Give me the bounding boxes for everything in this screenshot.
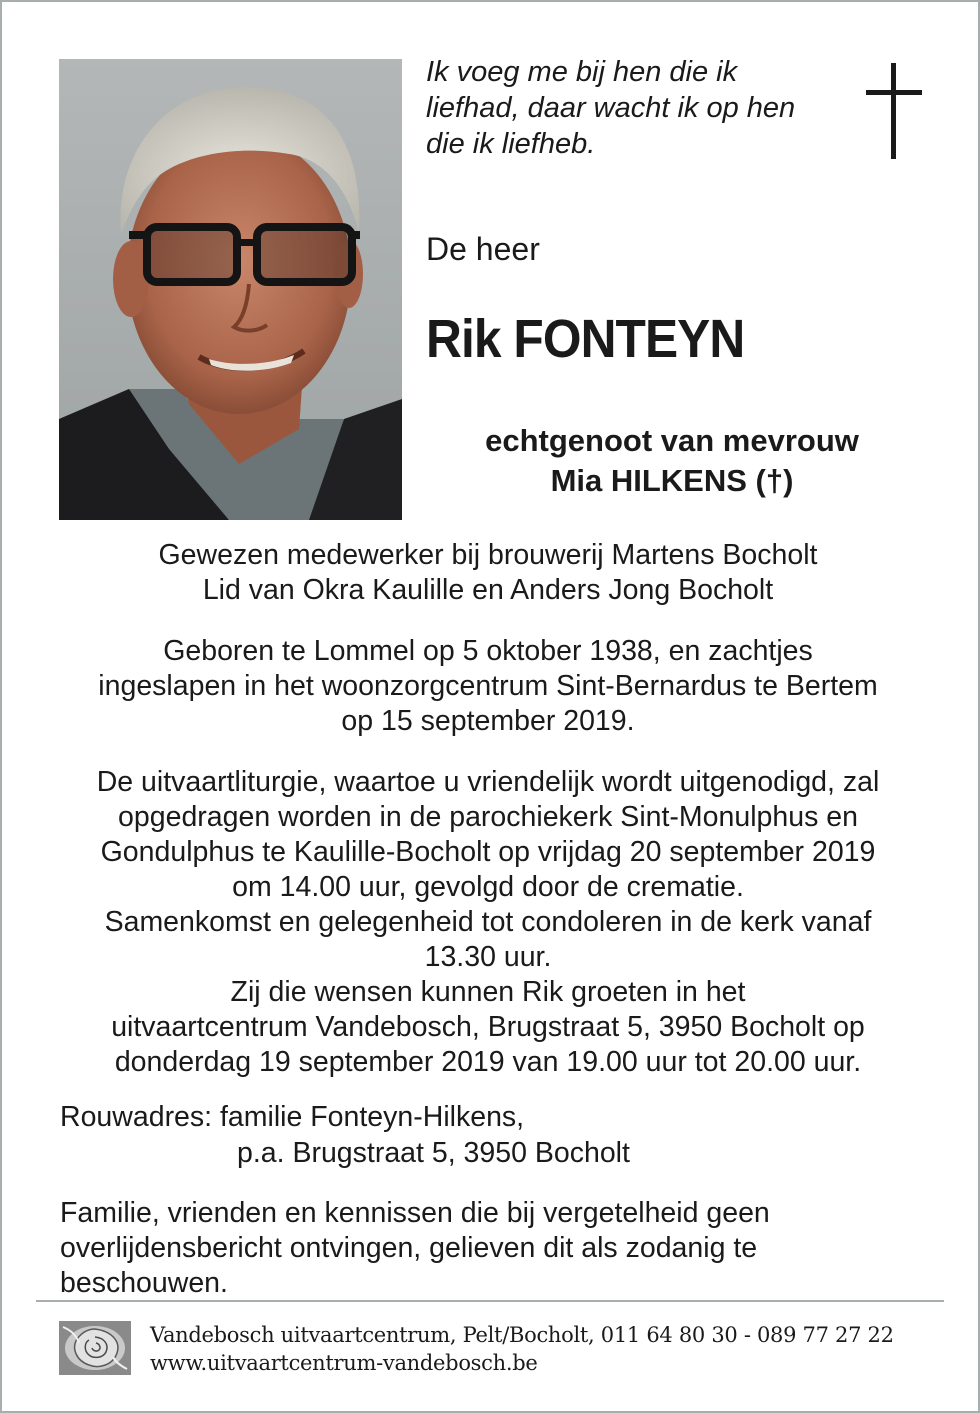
portrait-photo (59, 59, 402, 520)
text-line: overlijdensbericht ontvingen, gelieven dit als zodanig te (60, 1232, 758, 1264)
notice-paragraph (60, 1196, 940, 1301)
quote-line: Ik voeg me bij hen die ik (426, 56, 738, 88)
text-line: Samenkomst en gelegenheid tot condoleren in de kerk vanaf (104, 906, 872, 938)
text-line: Familie, vrienden en kennissen die bij vergetelheid geen (60, 1197, 770, 1229)
mourning-address: Rouwadres: familie Fonteyn-Hilkens, (60, 1101, 525, 1133)
text-line: ingeslapen in het woonzorgcentrum Sint-Bernardus te Bertem (98, 670, 878, 702)
salutation: De heer (426, 231, 540, 267)
funeral-home-website[interactable]: www.uitvaartcentrum-vandebosch.be (150, 1351, 538, 1375)
funeral-home-footer (150, 1321, 894, 1377)
quote-line: die ik liefheb. (426, 128, 596, 160)
spouse-line: Mia HILKENS (†) (550, 463, 794, 498)
work-paragraph (36, 538, 940, 608)
text-line: op 15 september 2019. (341, 705, 635, 737)
spouse-info (402, 421, 942, 501)
funeral-paragraph (36, 765, 940, 1080)
quote-line: liefhad, daar wacht ik op hen (426, 92, 796, 124)
text-line: uitvaartcentrum Vandebosch, Brugstraat 5, 3950 Bocholt op (111, 1011, 865, 1043)
text-line: donderdag 19 september 2019 van 19.00 uur tot 20.00 uur. (114, 1046, 862, 1078)
text-line: Gewezen medewerker bij brouwerij Martens Bocholt (158, 539, 818, 571)
deceased-name: Rik FONTEYN (426, 309, 745, 369)
text-line: Zij die wensen kunnen Rik groeten in het (230, 976, 746, 1008)
cross-icon (866, 63, 922, 159)
text-line: beschouwen. (60, 1267, 228, 1299)
text-line: Lid van Okra Kaulille en Anders Jong Bocholt (202, 574, 774, 606)
footer-divider (36, 1300, 944, 1302)
text-line: Geboren te Lommel op 5 oktober 1938, en zachtjes (163, 635, 813, 667)
text-line: opgedragen worden in de parochiekerk Sint-Monulphus en (118, 801, 858, 833)
spouse-line: echtgenoot van mevrouw (485, 423, 859, 458)
text-line: De uitvaartliturgie, waartoe u vriendelijk wordt uitgenodigd, zal (96, 766, 880, 798)
text-line: 13.30 uur. (424, 941, 552, 973)
birth-paragraph (36, 634, 940, 739)
text-line: Gondulphus te Kaulille-Bocholt op vrijdag 20 september 2019 (100, 836, 876, 868)
memorial-quote (426, 54, 846, 162)
mourning-address-street: p.a. Brugstraat 5, 3950 Bocholt (237, 1137, 630, 1169)
rose-logo-icon (59, 1321, 131, 1375)
text-line: om 14.00 uur, gevolgd door de crematie. (232, 871, 744, 903)
funeral-home-contact: Vandebosch uitvaartcentrum, Pelt/Bocholt, 011 64 80 30 - 089 77 27 22 (150, 1323, 894, 1347)
